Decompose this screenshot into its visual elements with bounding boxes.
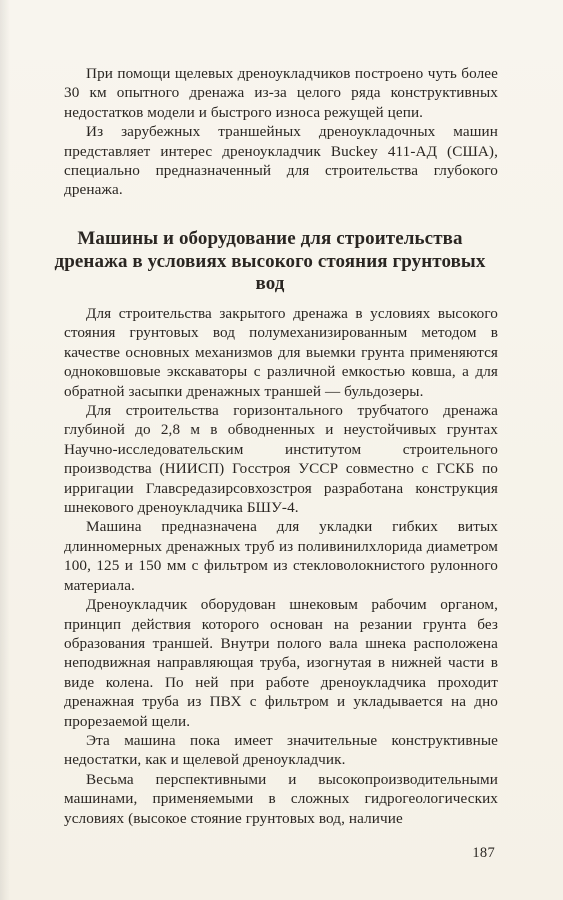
body-text-block xyxy=(64,304,498,828)
page-edge-shadow xyxy=(0,0,10,900)
paragraph: Эта машина пока имеет значительные конструктивные недостатки, как и щелевой дреноукладчик. xyxy=(64,731,498,769)
paragraph: При помощи щелевых дреноукладчиков построено чуть более 30 км опытного дренажа из-за целого ряда конструктивных недостатков модели и быстрого износа режущей цепи. xyxy=(64,65,498,121)
page-number: 187 xyxy=(472,845,495,861)
section-heading: Машины и оборудование для строительства дренажа в условиях высокого стояния грунтовых вод xyxy=(54,228,486,294)
paragraph: Из зарубежных траншейных дреноукладочных машин представляет интерес дреноукладчик Buckey 411-АД (США), специально предназначенный для строительства глубокого дренажа. xyxy=(64,123,498,199)
paragraph: Весьма перспективными и высокопроизводительными машинами, применяемыми в сложных гидрогеологических условиях (высокое стояние грунтовых вод, наличие xyxy=(64,770,498,827)
paragraph: Машина предназначена для укладки гибких витых длинномерных дренажных труб из поливинилхлорида диаметром 100, 125 и 150 мм с фильтром из стекловолокнистого рулонного материала. xyxy=(64,518,498,594)
paragraph: Дреноукладчик оборудован шнековым рабочим органом, принцип действия которого основан на резании грунта без образования траншей. Внутри полого вала шнека расположена неподвижная направляющая труба, изогнутая в нижней части в виде колена. По ней при работе дреноукладчика проходит дренажная труба из ПВХ с фильтром и укладывается на дно прорезаемой щели. xyxy=(64,596,498,730)
paragraph: Для строительства горизонтального трубчатого дренажа глубиной до 2,8 м в обводненных и неустойчивых грунтах Научно-исследовательским институтом строительного производства (НИИСП) Госстроя УССР совместно с ГСКБ по ирригации Главсредазирсовхозстроя разработана конструкция шнекового дреноукладчика БШУ-4. xyxy=(64,402,498,517)
intro-text-block xyxy=(64,64,498,200)
paragraph: Для строительства закрытого дренажа в условиях высокого стояния грунтовых вод полумеханизированным методом в качестве основных механизмов для выемки грунта применяются одноковшовые экскаваторы с различной емкостью ковша, а для обратной засыпки дренажных траншей — бульдозеры. xyxy=(64,305,498,400)
